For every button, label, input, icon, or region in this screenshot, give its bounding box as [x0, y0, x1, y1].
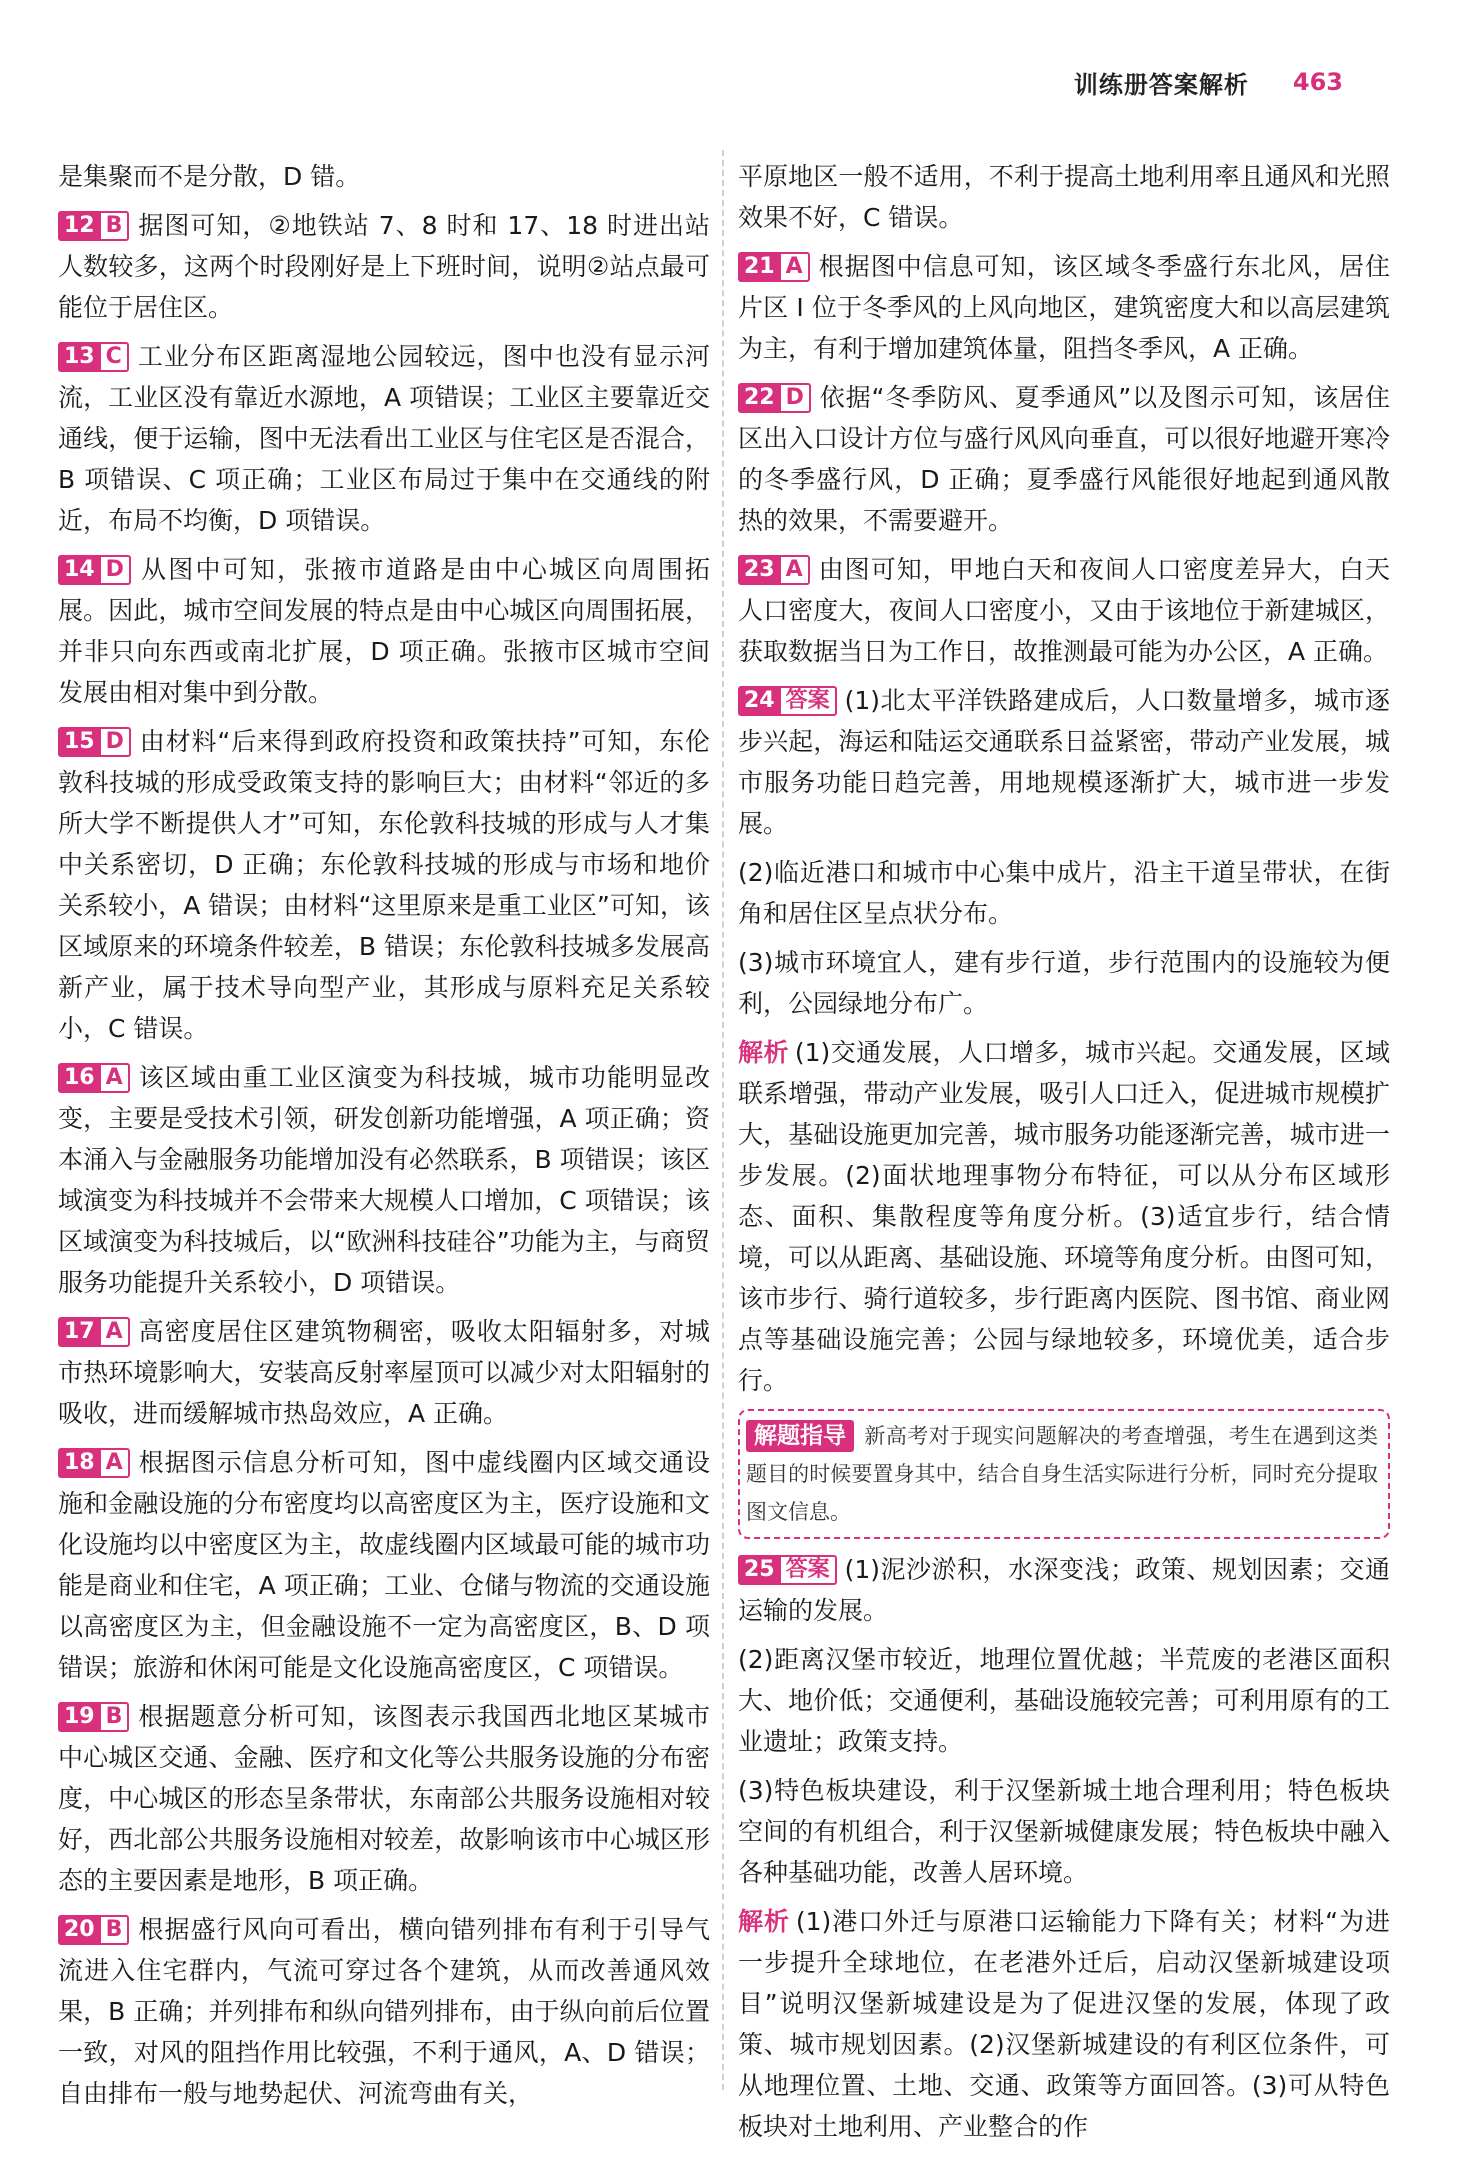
question-number: 19	[58, 1702, 99, 1732]
question-21	[738, 246, 1390, 369]
analysis-text: (1)交通发展，人口增多，城市兴起。交通发展，区域联系增强，带动产业发展，吸引人口迁入，促进城市规模扩大，基础设施更加完善，城市服务功能逐渐完善，城市进一步发展。(2)面状地理事物分布特征，可以从分布区域形态、面积、集散程度等角度分析。(3)适宜步行，结合情境，可以从距离、基础设施、环境等角度分析。由图可知，该市步行、骑行道较多，步行距离内医院、图书馆、商业网点等基础设施完善；公园与绿地较多，环境优美，适合步行。	[738, 1038, 1390, 1395]
question-24-analysis	[738, 1032, 1390, 1401]
tip-label: 解题指导	[746, 1420, 854, 1452]
question-text: 该区域由重工业区演变为科技城，城市功能明显改变，主要是受技术引领，研发创新功能增强，A 项正确；资本涌入与金融服务功能增加没有必然联系，B 项错误；该区域演变为科技城并不会带来大规模人口增加，C 项错误；该区域演变为科技城后，以“欧洲科技硅谷”功能为主，与商贸服务功能提升关系较小，D 项错误。	[58, 1063, 710, 1297]
answer-badge: D	[779, 383, 811, 413]
question-14	[58, 549, 710, 713]
tip-text: 新高考对于现实问题解决的考查增强，考生在遇到这类题目的时候要置身其中，结合自身生活实际进行分析，同时充分提取图文信息。	[746, 1424, 1378, 1524]
question-text: 根据图中信息可知，该区域冬季盛行东北风，居住片区 I 位于冬季风的上风向地区，建筑密度大和以高层建筑为主，有利于增加建筑体量，阻挡冬季风，A 正确。	[738, 252, 1390, 363]
question-number: 24	[738, 686, 779, 716]
question-number: 13	[58, 342, 99, 372]
right-column	[738, 156, 1390, 2155]
question-number: 15	[58, 727, 99, 757]
question-22	[738, 377, 1390, 541]
answer-badge: A	[99, 1317, 130, 1347]
question-text: 根据图示信息分析可知，图中虚线圈内区域交通设施和金融设施的分布密度均以高密度区为主，医疗设施和文化设施均以中密度区为主，故虚线圈内区域最可能的城市功能是商业和住宅，A 项正确；工业、仓储与物流的交通设施以高密度区为主，但金融设施不一定为高密度区，B、D 项错误；旅游和休闲可能是文化设施高密度区，C 项错误。	[58, 1448, 710, 1682]
column-divider	[722, 150, 724, 2090]
question-text: 根据题意分析可知，该图表示我国西北地区某城市中心城区交通、金融、医疗和文化等公共服务设施的分布密度，中心城区的形态呈条带状，东南部公共服务设施相对较好，西北部公共服务设施相对较差，故影响该市中心城区形态的主要因素是地形，B 项正确。	[58, 1702, 710, 1895]
answer-badge: 答案	[779, 1555, 837, 1585]
answer-badge: A	[779, 555, 810, 585]
question-text: 从图中可知，张掖市道路是由中心城区向周围拓展。因此，城市空间发展的特点是由中心城区向周围拓展，并非只向东西或南北扩展，D 项正确。张掖市区城市空间发展由相对集中到分散。	[58, 555, 710, 707]
question-text: 由图可知，甲地白天和夜间人口密度差异大，白天人口密度大，夜间人口密度小，又由于该地位于新建城区，获取数据当日为工作日，故推测最可能为办公区，A 正确。	[738, 555, 1390, 666]
answer-badge: B	[99, 1702, 130, 1732]
question-number: 20	[58, 1915, 99, 1945]
question-number: 25	[738, 1555, 779, 1585]
question-13	[58, 336, 710, 541]
question-17	[58, 1311, 710, 1434]
continued-text: 平原地区一般不适用，不利于提高土地利用率且通风和光照效果不好，C 错误。	[738, 162, 1390, 232]
question-15	[58, 721, 710, 1049]
question-number: 18	[58, 1448, 99, 1478]
answer-badge: A	[779, 252, 810, 282]
question-20	[58, 1909, 710, 2114]
question-number: 23	[738, 555, 779, 585]
question-25-answer-2: (2)距离汉堡市较近，地理位置优越；半荒废的老港区面积大、地价低；交通便利，基础设施较完善；可利用原有的工业遗址；政策支持。	[738, 1645, 1390, 1756]
question-19	[58, 1696, 710, 1901]
analysis-text: (1)港口外迁与原港口运输能力下降有关；材料“为进一步提升全球地位，在老港外迁后，启动汉堡新城建设项目”说明汉堡新城建设是为了促进汉堡的发展，体现了政策、城市规划因素。(2)汉堡新城建设的有利区位条件，可从地理位置、土地、交通、政策等方面回答。(3)可从特色板块对土地利用、产业整合的作	[738, 1907, 1390, 2141]
answer-badge: C	[99, 342, 129, 372]
question-text: 依据“冬季防风、夏季通风”以及图示可知，该居住区出入口设计方位与盛行风风向垂直，可以很好地避开寒冷的冬季盛行风，D 正确；夏季盛行风能很好地起到通风散热的效果，不需要避开。	[738, 383, 1390, 535]
question-25-answer-3: (3)特色板块建设，利于汉堡新城土地合理利用；特色板块空间的有机组合，利于汉堡新城健康发展；特色板块中融入各种基础功能，改善人居环境。	[738, 1776, 1390, 1887]
question-25-answer-1	[738, 1549, 1390, 1631]
question-24-answer-2: (2)临近港口和城市中心集中成片，沿主干道呈带状，在街角和居住区呈点状分布。	[738, 858, 1390, 928]
analysis-label: 解析	[738, 1038, 789, 1067]
question-text: 据图可知，②地铁站 7、8 时和 17、18 时进出站人数较多，这两个时段刚好是上下班时间，说明②站点最可能位于居住区。	[58, 211, 710, 322]
answer-badge: B	[99, 1915, 130, 1945]
answer-badge: D	[99, 727, 131, 757]
question-23	[738, 549, 1390, 672]
analysis-label: 解析	[738, 1907, 790, 1936]
header-title: 训练册答案解析	[1073, 70, 1249, 99]
answer-badge: B	[99, 211, 130, 241]
question-12	[58, 205, 710, 328]
answer-text: (1)泥沙淤积，水深变浅；政策、规划因素；交通运输的发展。	[738, 1555, 1390, 1625]
question-number: 22	[738, 383, 779, 413]
page-header	[1074, 62, 1343, 102]
answer-badge: 答案	[779, 686, 837, 716]
answer-badge: D	[99, 555, 131, 585]
question-number: 16	[58, 1063, 99, 1093]
question-text: 根据盛行风向可看出，横向错列排布有利于引导气流进入住宅群内，气流可穿过各个建筑，从而改善通风效果，B 正确；并列排布和纵向错列排布，由于纵向前后位置一致，对风的阻挡作用比较强，不利于通风，A、D 错误；自由排布一般与地势起伏、河流弯曲有关，	[58, 1915, 710, 2108]
question-24-answer-1	[738, 680, 1390, 844]
answer-badge: A	[99, 1448, 130, 1478]
left-column	[58, 156, 710, 2122]
page-number: 463	[1292, 68, 1343, 96]
question-text: 由材料“后来得到政府投资和政策扶持”可知，东伦敦科技城的形成受政策支持的影响巨大；由材料“邻近的多所大学不断提供人才”可知，东伦敦科技城的形成与人才集中关系密切，D 正确；东伦敦科技城的形成与市场和地价关系较小，A 错误；由材料“这里原来是重工业区”可知，该区域原来的环境条件较差，B 错误；东伦敦科技城多发展高新产业，属于技术导向型产业，其形成与原料充足关系较小，C 错误。	[58, 727, 710, 1043]
question-number: 17	[58, 1317, 99, 1347]
question-25-analysis	[738, 1901, 1390, 2147]
question-number: 12	[58, 211, 99, 241]
question-16	[58, 1057, 710, 1303]
question-text: 高密度居住区建筑物稠密，吸收太阳辐射多，对城市热环境影响大，安装高反射率屋顶可以减少对太阳辐射的吸收，进而缓解城市热岛效应，A 正确。	[58, 1317, 710, 1428]
question-24-answer-3: (3)城市环境宜人，建有步行道，步行范围内的设施较为便利，公园绿地分布广。	[738, 948, 1390, 1018]
question-text: 工业分布区距离湿地公园较远，图中也没有显示河流，工业区没有靠近水源地，A 项错误；工业区主要靠近交通线，便于运输，图中无法看出工业区与住宅区是否混合，B 项错误、C 项正确；工业区布局过于集中在交通线的附近，布局不均衡，D 项错误。	[58, 342, 710, 535]
tip-box	[738, 1409, 1390, 1539]
continued-text: 是集聚而不是分散，D 错。	[58, 162, 361, 191]
question-18	[58, 1442, 710, 1688]
answer-text: (1)北太平洋铁路建成后，人口数量增多，城市逐步兴起，海运和陆运交通联系日益紧密，带动产业发展，城市服务功能日趋完善，用地规模逐渐扩大，城市进一步发展。	[738, 686, 1390, 838]
answer-badge: A	[99, 1063, 130, 1093]
question-number: 14	[58, 555, 99, 585]
question-number: 21	[738, 252, 779, 282]
